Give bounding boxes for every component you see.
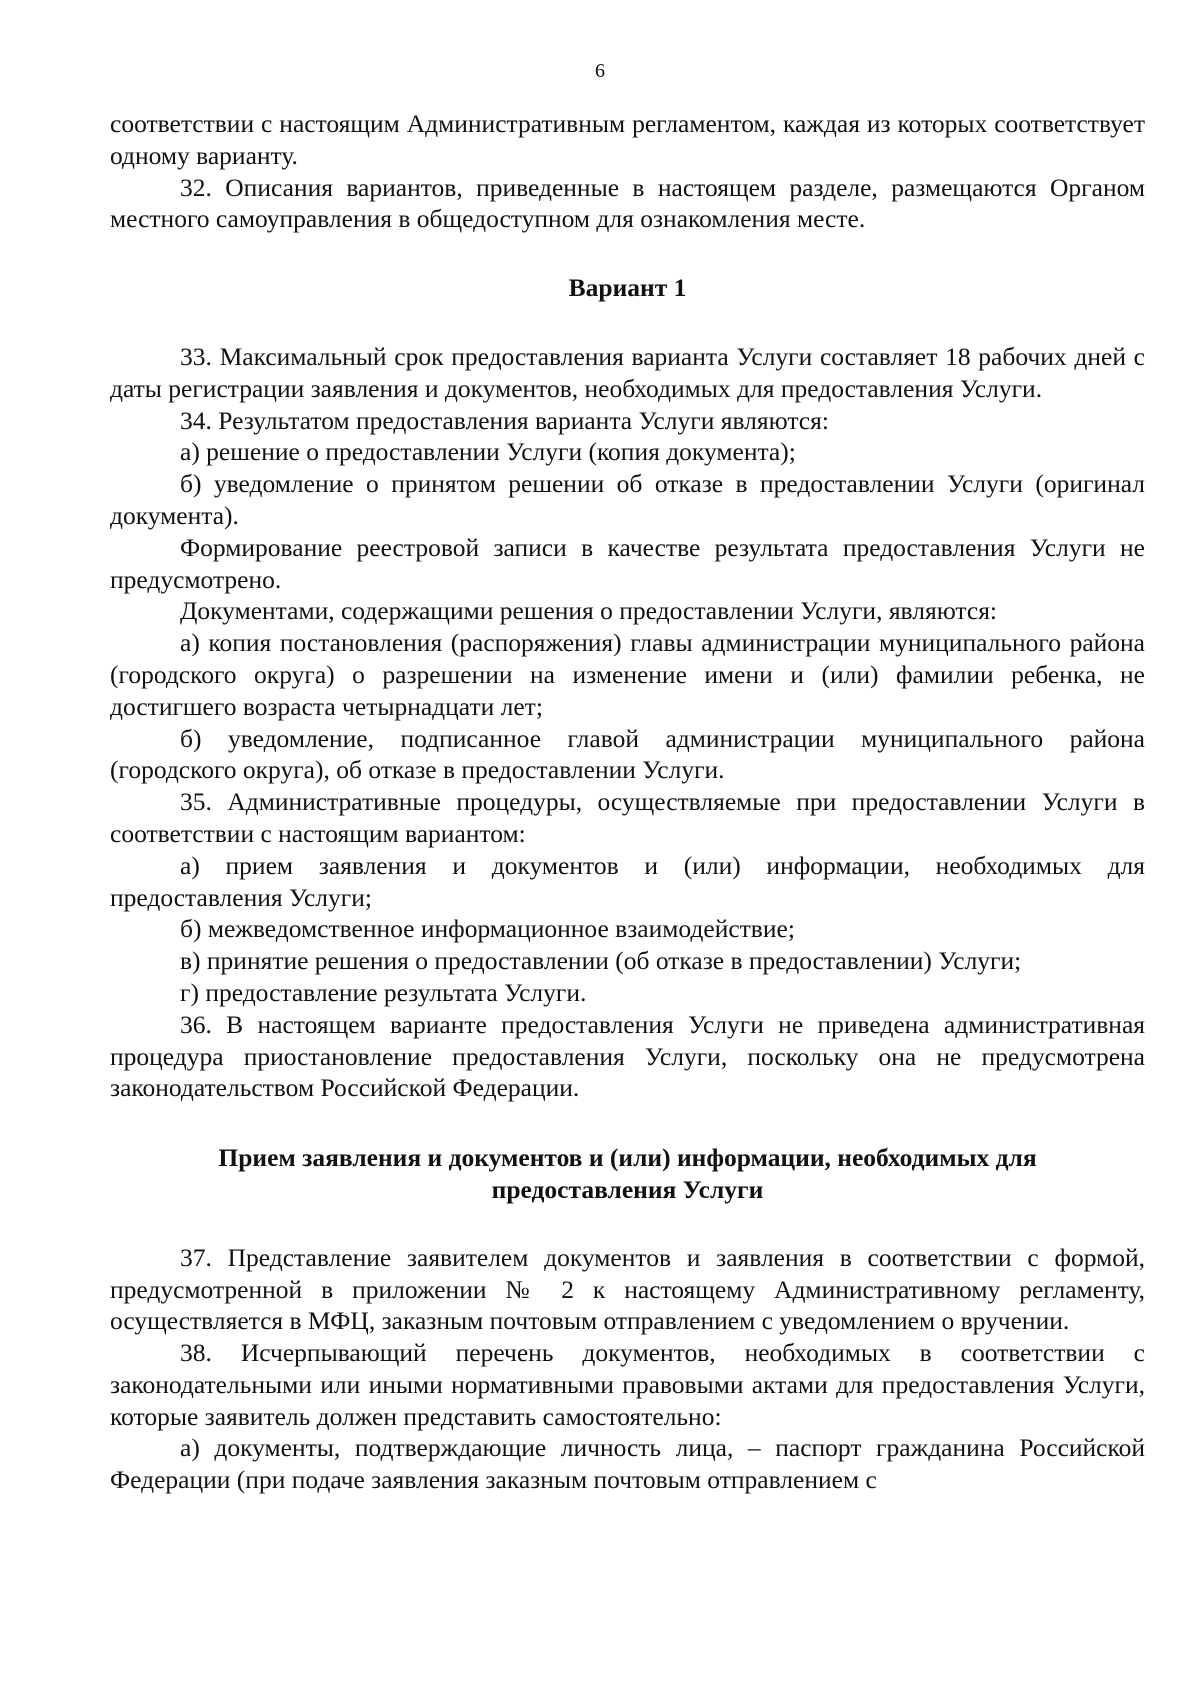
page-number: 6 [595, 60, 605, 82]
list-item-34b: б) уведомление о принятом решении об отказе в предоставлении Услуги (оригинал документа). [110, 469, 1145, 530]
paragraph-decision-documents: Документами, содержащими решения о предоставлении Услуги, являются: [180, 596, 998, 626]
heading-section-reception: Прием заявления и документов и (или) информации, необходимых для предоставления Услуги [218, 1143, 1037, 1204]
list-item-35d: г) предоставление результата Услуги. [180, 977, 587, 1007]
paragraph-36: 36. В настоящем варианте предоставления Услуги не приведена административная процедура приостановление предоставления Услуги, поскольку она не предусмотрена законодательством Российской Федерации. [110, 1009, 1145, 1103]
paragraph-33: 33. Максимальный срок предоставления варианта Услуги составляет 18 рабочих дней с даты регистрации заявления и документов, необходимых для предоставления Услуги. [110, 341, 1145, 403]
document-body [110, 108, 1145, 1496]
paragraph-35: 35. Административные процедуры, осуществляемые при предоставлении Услуги в соответствии с настоящим вариантом: [110, 787, 1145, 848]
list-item-34a: а) решение о предоставлении Услуги (копия документа); [180, 437, 796, 467]
heading-variant-1: Вариант 1 [568, 273, 687, 303]
paragraph-32: 32. Описания вариантов, приведенные в настоящем разделе, размещаются Органом местного самоуправления в общедоступном для ознакомления месте. [110, 172, 1145, 234]
paragraph-continuation: соответствии с настоящим Административным регламентом, каждая из которых соответствует одному варианту. [110, 109, 1145, 170]
list-item-decision-a: а) копия постановления (распоряжения) главы администрации муниципального района (городского округа) о разрешении на изменение имени и (или) фамилии ребенка, не достигшего возраста четырнадцати лет; [110, 628, 1145, 721]
list-item-35b: б) межведомственное информационное взаимодействие; [180, 914, 795, 944]
paragraph-registry-record: Формирование реестровой записи в качестве результата предоставления Услуги не предусмотрено. [110, 532, 1145, 594]
list-item-38a: а) документы, подтверждающие личность лица, – паспорт гражданина Российской Федерации (при подаче заявления заказным почтовым отправлением с [110, 1433, 1145, 1495]
list-item-35a: а) прием заявления и документов и (или) информации, необходимых для предоставления Услуги; [110, 850, 1145, 912]
paragraph-37: 37. Представление заявителем документов и заявления в соответствии с формой, предусмотренной в приложении № 2 к настоящему Административному регламенту, осуществляется в МФЦ, заказным почтовым отправлением с уведомлением о вручении. [110, 1242, 1145, 1336]
paragraph-38: 38. Исчерпывающий перечень документов, необходимых в соответствии с законодательными или иными нормативными правовыми актами для предоставления Услуги, которые заявитель должен представить самостоятельно: [110, 1338, 1145, 1431]
list-item-decision-b: б) уведомление, подписанное главой администрации муниципального района (городского округа), об отказе в предоставлении Услуги. [110, 723, 1145, 785]
list-item-35c: в) принятие решения о предоставлении (об отказе в предоставлении) Услуги; [180, 946, 1022, 976]
paragraph-34: 34. Результатом предоставления варианта Услуги являются: [180, 405, 829, 435]
